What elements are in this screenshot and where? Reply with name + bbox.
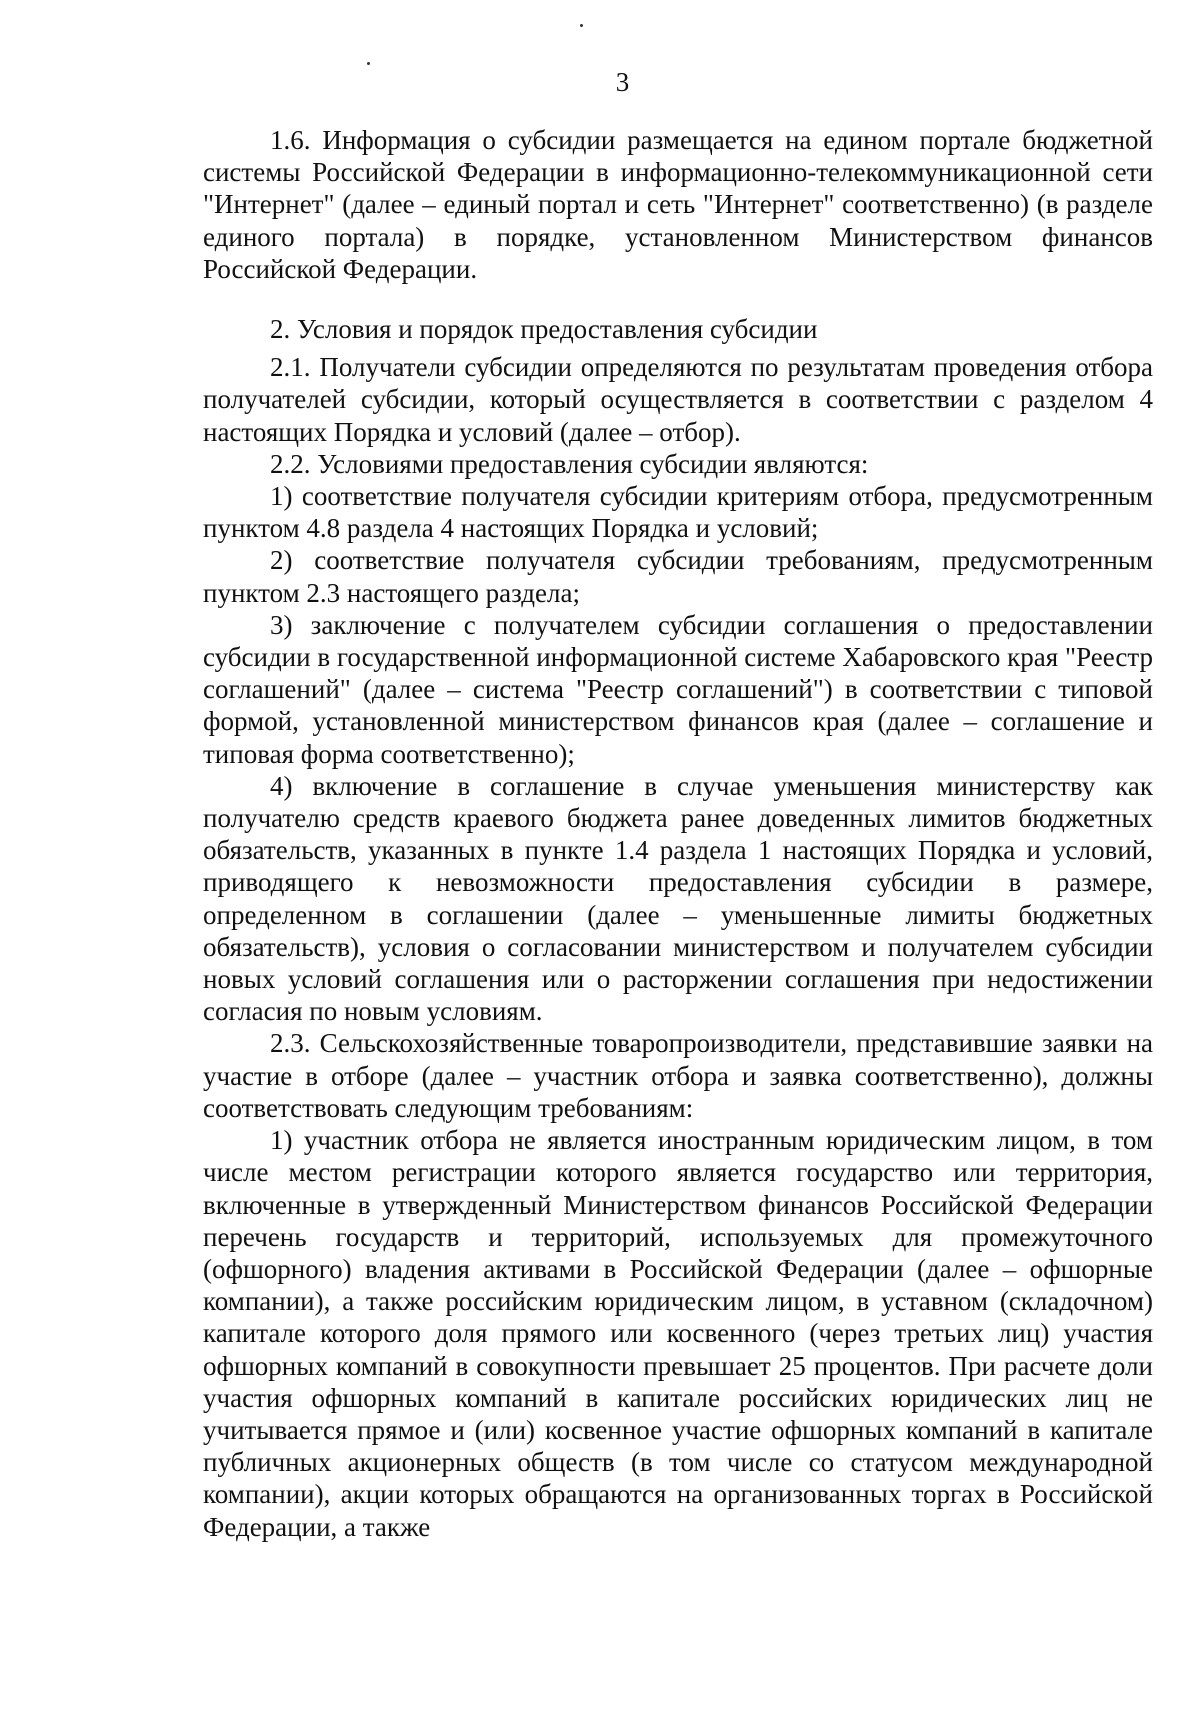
paragraph-2-1: 2.1. Получатели субсидии определяются по результатам проведения отбора получателей субсидии, который осуществляется в соответствии с разделом 4 настоящих Порядка и условий (далее – отбор). xyxy=(203,352,1153,447)
paragraph-2-3-item-1: 1) участник отбора не является иностранным юридическим лицом, в том числе местом регистрации которого является государство или территория, включенные в утвержденный Министерством финансов Российской Федерации перечень государств и территорий, используемых для промежуточного (офшорного) владения активами в Российской Федерации (далее – офшорные компании), а также российским юридическим лицом, в уставном (складочном) капитале которого доля прямого или косвенного (через третьих лиц) участия офшорных компаний в совокупности превышает 25 процентов. При расчете доли участия офшорных компаний в капитале российских юридических лиц не учитывается прямое и (или) косвенное участие офшорных компаний в капитале публичных акционерных обществ (в том числе со статусом международной компании), акции которых обращаются на организованных торгах в Российской Федерации, а также xyxy=(203,1125,1153,1542)
paragraph-2-2: 2.2. Условиями предоставления субсидии являются: xyxy=(270,448,869,479)
section-2-title: 2. Условия и порядок предоставления субсидии xyxy=(270,314,818,345)
paragraph-2-2-item-1: 1) соответствие получателя субсидии критериям отбора, предусмотренным пунктом 4.8 раздела 4 настоящих Порядка и условий; xyxy=(203,481,1153,544)
paragraph-2-2-item-2: 2) соответствие получателя субсидии требованиям, предусмотренным пунктом 2.3 настоящего раздела; xyxy=(203,545,1153,608)
page-number: 3 xyxy=(615,67,630,97)
scan-speck xyxy=(367,62,370,65)
paragraph-2-2-item-4: 4) включение в соглашение в случае уменьшения министерству как получателю средств краевого бюджета ранее доведенных лимитов бюджетных обязательств, указанных в пункте 1.4 раздела 1 настоящих Порядка и условий, приводящего к невозможности предоставления субсидии в размере, определенном в соглашении (далее – уменьшенные лимиты бюджетных обязательств), условия о согласовании министерством и получателем субсидии новых условий соглашения или о расторжении соглашения при недостижении согласия по новым условиям. xyxy=(203,770,1153,1027)
scan-speck xyxy=(580,24,583,27)
paragraph-2-3: 2.3. Сельскохозяйственные товаропроизводители, представившие заявки на участие в отборе (далее – участник отбора и заявка соответственно), должны соответствовать следующим требованиям: xyxy=(203,1028,1153,1123)
document-body xyxy=(203,124,1153,1543)
paragraph-1-6: 1.6. Информация о субсидии размещается на едином портале бюджетной системы Российской Федерации в информационно-телекоммуникационной сети "Интернет" (далее – единый портал и сеть "Интернет" соответственно) (в разделе единого портала) в порядке, установленном Министерством финансов Российской Федерации. xyxy=(203,125,1153,284)
paragraph-2-2-item-3: 3) заключение с получателем субсидии соглашения о предоставлении субсидии в государственной информационной системе Хабаровского края "Реестр соглашений" (далее – система "Реестр соглашений") в соответствии с типовой формой, установленной министерством финансов края (далее – соглашение и типовая форма соответственно); xyxy=(203,609,1153,769)
